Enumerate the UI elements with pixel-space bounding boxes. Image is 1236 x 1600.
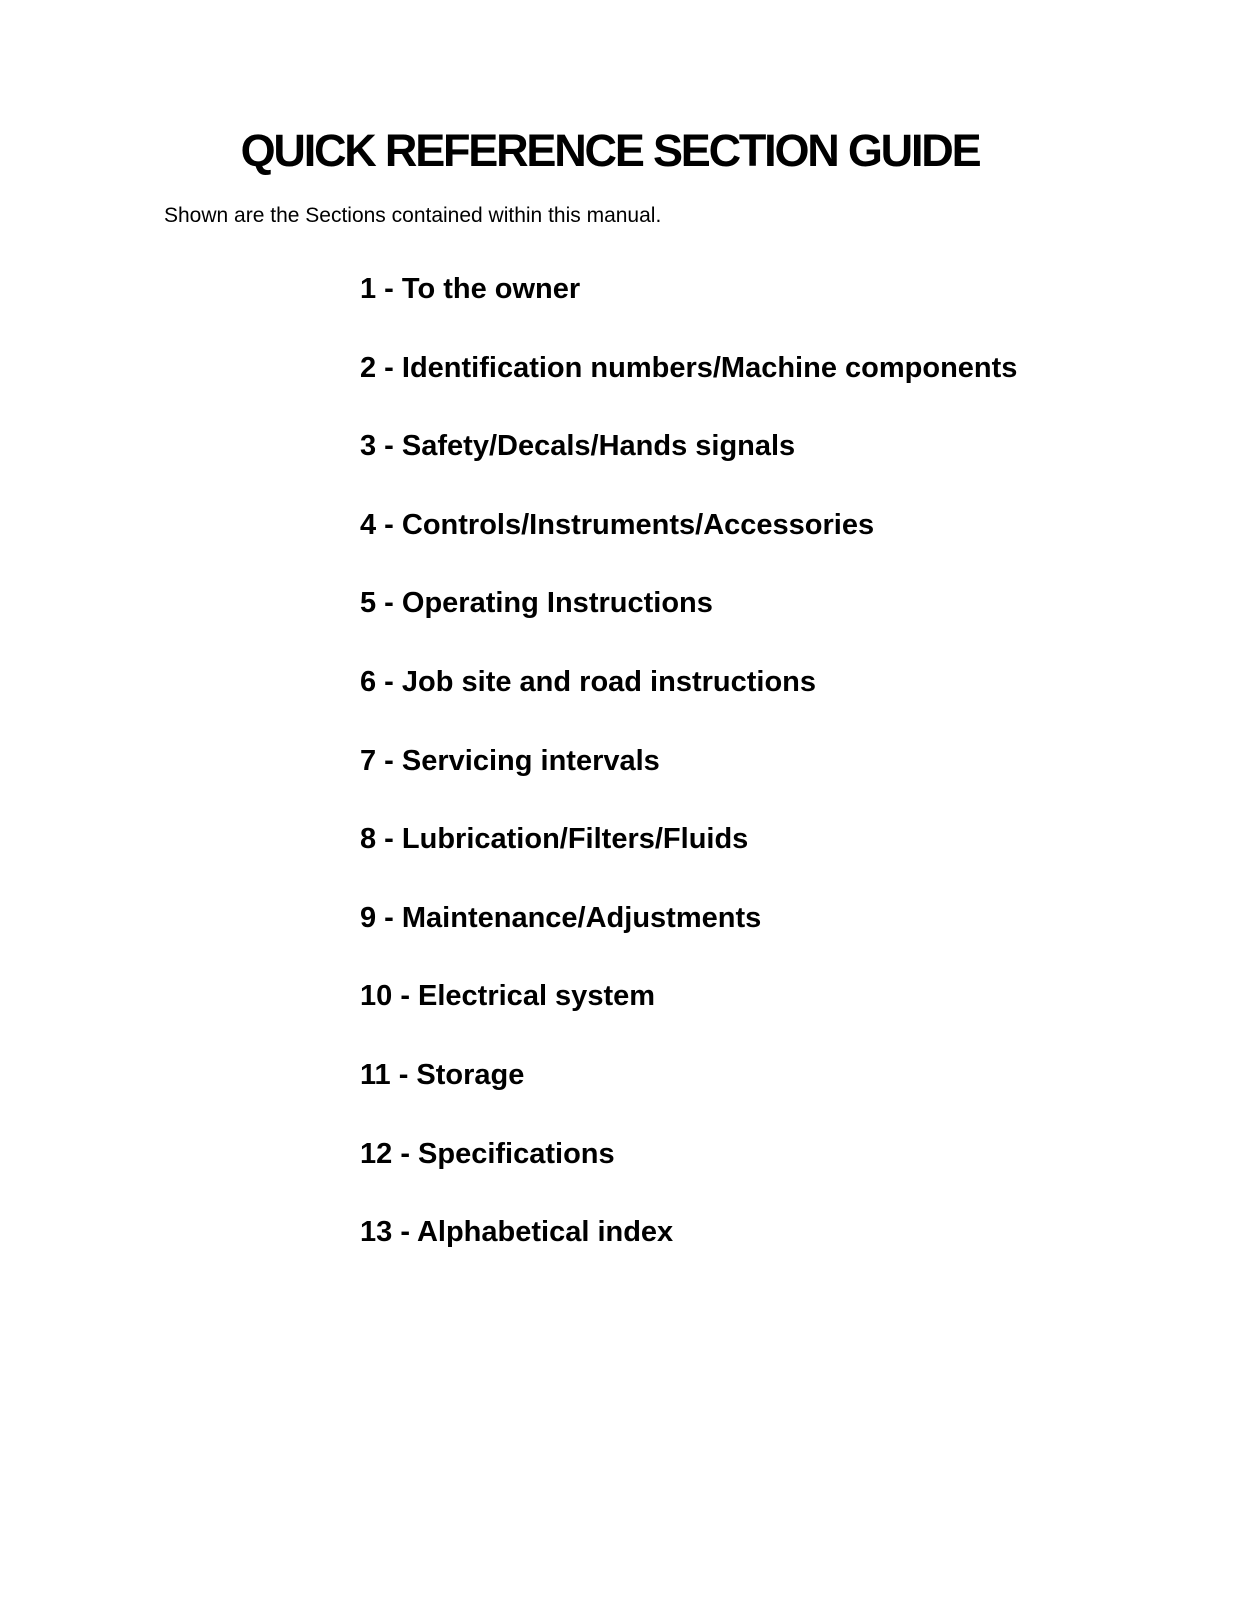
section-item-13: 13 - Alphabetical index: [360, 1216, 674, 1249]
section-item-10: 10 - Electrical system: [360, 980, 656, 1013]
section-item-7: 7 - Servicing intervals: [360, 744, 660, 777]
section-item-1: 1 - To the owner: [360, 273, 581, 305]
section-item-3: 3 - Safety/Decals/Hands signals: [360, 430, 796, 463]
intro-text: Shown are the Sections contained within this manual.: [164, 204, 662, 227]
section-item-5: 5 - Operating Instructions: [360, 587, 713, 620]
section-item-6: 6 - Job site and road instructions: [360, 665, 817, 698]
section-item-12: 12 - Specifications: [360, 1137, 615, 1170]
section-item-8: 8 - Lubrication/Filters/Fluids: [360, 823, 749, 856]
section-item-11: 11 - Storage: [360, 1058, 525, 1091]
page-title: QUICK REFERENCE SECTION GUIDE: [240, 125, 980, 176]
section-item-2: 2 - Identification numbers/Machine components: [360, 351, 1018, 384]
section-item-4: 4 - Controls/Instruments/Accessories: [360, 508, 875, 541]
section-list: [360, 266, 1017, 1288]
section-item-9: 9 - Maintenance/Adjustments: [360, 901, 762, 934]
